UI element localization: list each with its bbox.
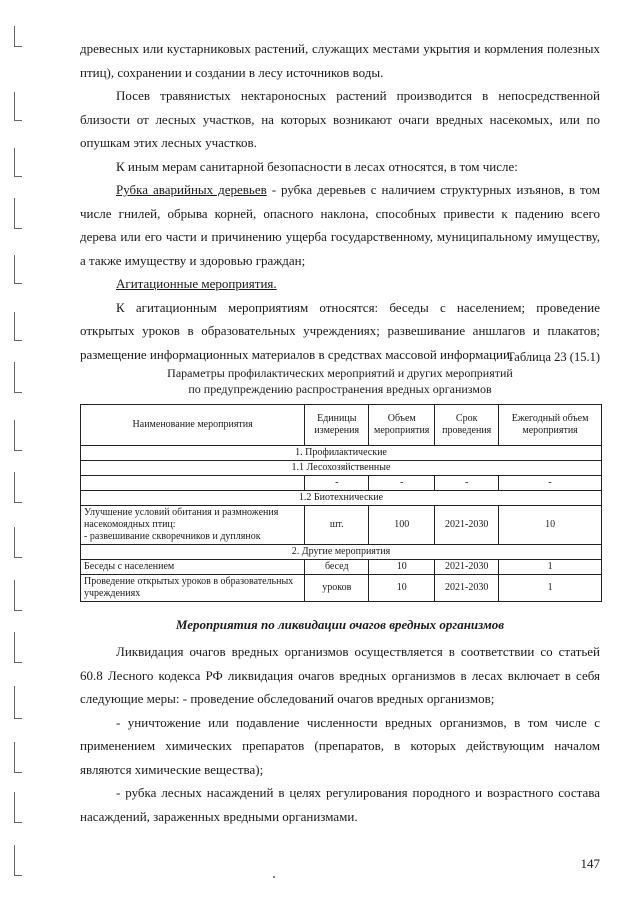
table-row	[81, 476, 602, 491]
section-cell: 1.1 Лесохозяйственные	[81, 461, 602, 476]
table-cell: 10	[369, 560, 435, 575]
table-title	[80, 365, 600, 397]
felling-paragraph	[80, 178, 600, 272]
header-cell: Срок проведения	[435, 405, 499, 446]
table-cell: -	[369, 476, 435, 491]
table-cell: уроков	[305, 575, 369, 602]
upper-text-block	[80, 37, 600, 366]
paragraph: - рубка лесных насаждений в целях регулирования породного и возрастного состава насаждений, зараженных вредными организмами.	[80, 785, 600, 824]
scan-speck	[273, 876, 275, 878]
binding-mark	[14, 686, 22, 719]
paragraph: Посев травянистых нектароносных растений производится в непосредственной близости от лесных участков, на которых возникают очаги вредных насекомых, или по опушкам этих лесных участков.	[80, 88, 600, 150]
table-cell: -	[499, 476, 602, 491]
table-cell: Беседы с населением	[81, 560, 305, 575]
table-cell: 10	[369, 575, 435, 602]
table-cell: 2021-2030	[435, 575, 499, 602]
binding-mark	[14, 148, 22, 177]
binding-mark	[14, 92, 22, 121]
section-cell: 1.2 Биотехнические	[81, 491, 602, 506]
section-heading: Мероприятия по ликвидации очагов вредных организмов	[175, 617, 505, 632]
lower-text-block	[80, 640, 600, 828]
page-number: 147	[580, 856, 600, 871]
section-cell: 2. Другие мероприятия	[81, 545, 602, 560]
table-number: Таблица 23 (15.1)	[506, 350, 600, 364]
paragraph: древесных или кустарниковых растений, служащих местами укрытия и кормления полезных птиц), сохранении и создании в лесу источников воды.	[80, 41, 600, 80]
header-cell: Единицы измерения	[305, 405, 369, 446]
table-cell: 10	[499, 506, 602, 545]
felling-term: Рубка аварийных деревьев	[116, 182, 267, 197]
table-cell	[81, 476, 305, 491]
binding-mark	[14, 26, 22, 47]
binding-mark	[14, 362, 22, 393]
table-header-row	[81, 405, 602, 446]
table-cell: -	[305, 476, 369, 491]
parameters-table	[80, 404, 602, 602]
agitation-heading: Агитационные мероприятия.	[116, 276, 277, 291]
binding-mark	[14, 742, 22, 773]
binding-margin	[0, 0, 40, 905]
paragraph: Ликвидация очагов вредных организмов осуществляется в соответствии со статьей 60.8 Лесного кодекса РФ ликвидация очагов вредных организмов в лесах включает в себя следующие меры: - проведение обследований очагов вредных организмов;	[80, 644, 600, 706]
agitation-heading-paragraph	[80, 272, 600, 296]
table-cell: 1	[499, 575, 602, 602]
binding-mark	[14, 472, 22, 503]
table-cell: 2021-2030	[435, 560, 499, 575]
binding-mark	[14, 580, 22, 611]
table-cell: 1	[499, 560, 602, 575]
header-cell: Объем мероприятия	[369, 405, 435, 446]
table-title-line: Параметры профилактических мероприятий и других мероприятий	[167, 366, 513, 380]
section-cell: 1. Профилактические	[81, 446, 602, 461]
table-cell: -	[435, 476, 499, 491]
table-cell: бесед	[305, 560, 369, 575]
agitation-paragraph: К агитационным мероприятиям относятся: беседы с населением; проведение открытых уроков в образовательных учреждениях; развешивание аншлагов и плакатов; размещение информационных материалов в средствах массовой информации.	[80, 299, 600, 362]
binding-mark	[14, 792, 22, 823]
felling-text: - рубка деревьев с наличием структурных изъянов, в том числе гнилей, обрыва корней, опасного наклона, способных привести к падению всего дерева или его части и причинению ущерба государственному, муниципальному имуществу, а также имуществу и здоровью граждан;	[80, 182, 600, 268]
header-cell: Наименование мероприятия	[81, 405, 305, 446]
table-section-row	[81, 545, 602, 560]
binding-mark	[14, 632, 22, 663]
table-title-line: по предупреждению распространения вредных организмов	[188, 382, 492, 396]
table-section-row	[81, 491, 602, 506]
table-row	[81, 506, 602, 545]
table-section-row	[81, 461, 602, 476]
table-row	[81, 560, 602, 575]
binding-mark	[14, 420, 22, 451]
table-cell: 2021-2030	[435, 506, 499, 545]
header-cell: Ежегодный объем мероприятия	[499, 405, 602, 446]
table-cell: Улучшение условий обитания и размножения насекомоядных птиц: - развешивание скворечников и дуплянок	[81, 506, 305, 545]
table-cell: 100	[369, 506, 435, 545]
table-cell: Проведение открытых уроков в образовательных учреждениях	[81, 575, 305, 602]
paragraph: К иным мерам санитарной безопасности в лесах относятся, в том числе:	[116, 158, 518, 174]
binding-mark	[14, 255, 22, 284]
binding-mark	[14, 312, 22, 341]
binding-mark	[14, 527, 22, 558]
binding-mark	[14, 845, 22, 876]
paragraph: - уничтожение или подавление численности вредных организмов, в том числе с применением химических препаратов (препаратов, в которых действующим началом являются химические вещества);	[80, 714, 600, 777]
binding-mark	[14, 198, 22, 229]
table-row	[81, 575, 602, 602]
table-section-row	[81, 446, 602, 461]
table-cell: шт.	[305, 506, 369, 545]
